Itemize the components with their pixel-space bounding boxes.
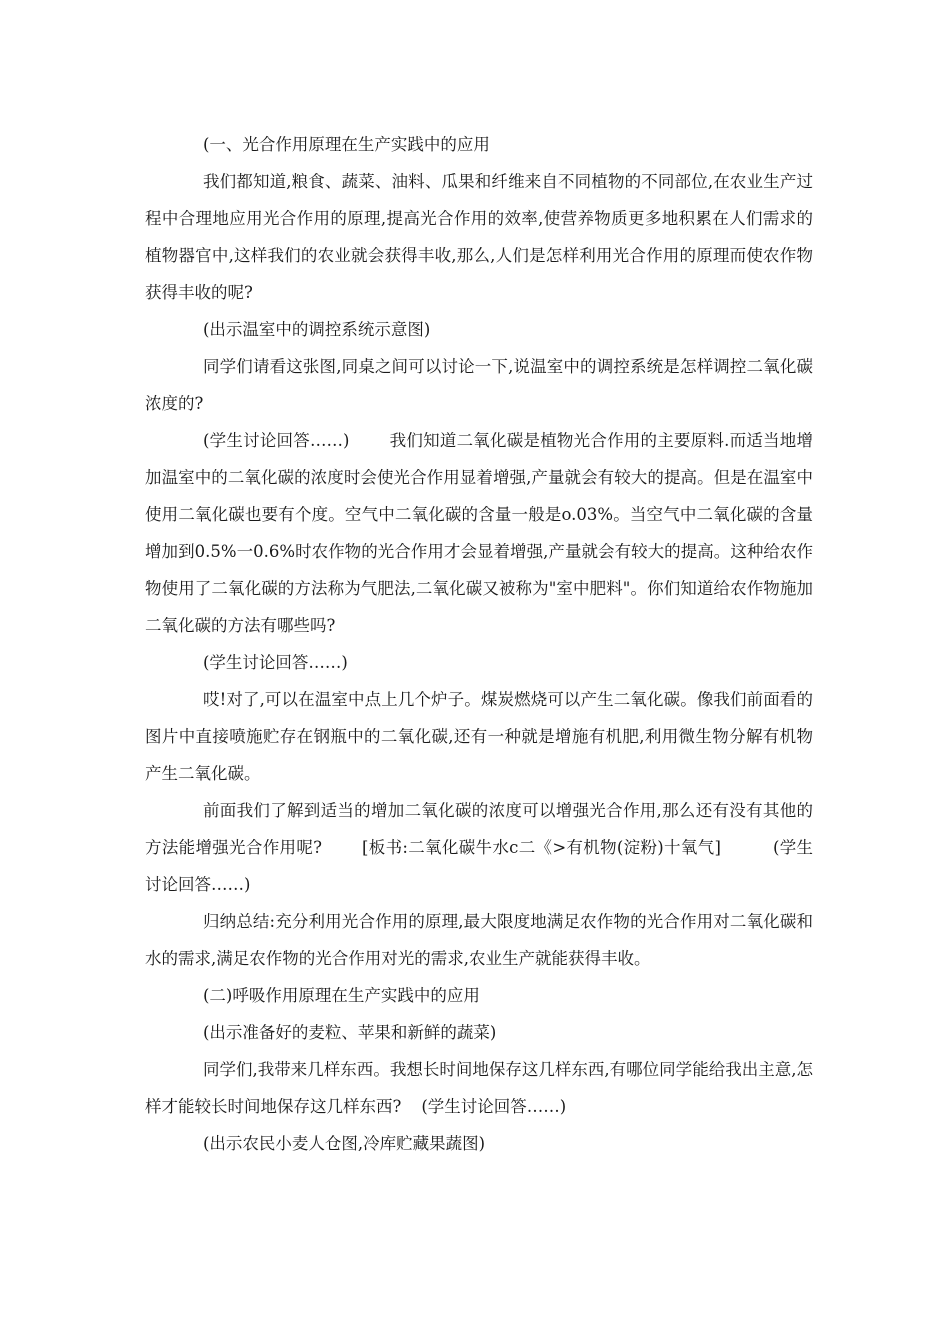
paragraph (145, 681, 813, 792)
paragraph-text: (学生讨论回答……) (421, 1097, 567, 1116)
paragraph (145, 348, 813, 422)
section-heading-respiration (145, 977, 813, 1014)
paragraph (145, 1051, 813, 1125)
paragraph (145, 1014, 813, 1051)
paragraph-text: (学生讨论回答……) (145, 838, 814, 894)
paragraph-text: 前面我们了解到适当的增加二氧化碳的浓度可以增强光合作用,那么还有没有其他的方法能增强光合作用呢? (145, 801, 813, 857)
paragraph (145, 163, 813, 311)
paragraph-text: (出示温室中的调控系统示意图) (203, 320, 431, 339)
paragraph-text: (出示准备好的麦粒、苹果和新鲜的蔬菜) (203, 1023, 497, 1042)
paragraph-text: 同学们请看这张图,同桌之间可以讨论一下,说温室中的调控系统是怎样调控二氧化碳浓度的? (145, 357, 813, 413)
paragraph-text: (学生讨论回答……) (203, 653, 348, 672)
paragraph (145, 903, 813, 977)
paragraph (145, 792, 813, 903)
paragraph (145, 644, 813, 681)
paragraph-text: 同学们,我带来几样东西。我想长时间地保存这几样东西,有哪位同学能给我出主意,怎样才能较长时间地保存这几样东西? (145, 1060, 813, 1116)
paragraph-text: 哎!对了,可以在温室中点上几个炉子。煤炭燃烧可以产生二氧化碳。像我们前面看的图片中直接喷施贮存在钢瓶中的二氧化碳,还有一种就是增施有机肥,利用微生物分解有机物产生二氧化碳。 (145, 690, 813, 783)
paragraph-text: 归纳总结:充分利用光合作用的原理,最大限度地满足农作物的光合作用对二氧化碳和水的需求,满足农作物的光合作用对光的需求,农业生产就能获得丰收。 (145, 912, 813, 968)
paragraph (145, 422, 813, 644)
paragraph (145, 1125, 813, 1162)
board-note: [板书:二氧化碳牛水c二《>有机物(淀粉)十氧气] (362, 838, 721, 857)
document-body (145, 126, 813, 1162)
paragraph-text: (二)呼吸作用原理在生产实践中的应用 (203, 986, 480, 1005)
paragraph (145, 311, 813, 348)
paragraph-text: (学生讨论回答……) (203, 431, 350, 450)
paragraph-text: 我们知道二氧化碳是植物光合作用的主要原料.而适当地增加温室中的二氧化碳的浓度时会使光合作用显着增强,产量就会有较大的提高。但是在温室中使用二氧化碳也要有个度。空气中二氧化碳的含量一般是o.03%。当空气中二氧化碳的含量增加到0.5%一0.6%时农作物的光合作用才会显着增强,产量就会有较大的提高。这种给农作物使用了二氧化碳的方法称为气肥法,二氧化碳又被称为"室中肥料"。你们知道给农作物施加二氧化碳的方法有哪些吗? (145, 431, 814, 635)
paragraph-text: (一、光合作用原理在生产实践中的应用 (203, 135, 490, 154)
paragraph-text: 我们都知道,粮食、蔬菜、油料、瓜果和纤维来自不同植物的不同部位,在农业生产过程中合理地应用光合作用的原理,提高光合作用的效率,使营养物质更多地积累在人们需求的植物器官中,这样我们的农业就会获得丰收,那么,人们是怎样利用光合作用的原理而使农作物获得丰收的呢? (145, 172, 813, 302)
section-heading-photosynthesis (145, 126, 813, 163)
paragraph-text: (出示农民小麦人仓图,冷库贮藏果蔬图) (203, 1134, 486, 1153)
